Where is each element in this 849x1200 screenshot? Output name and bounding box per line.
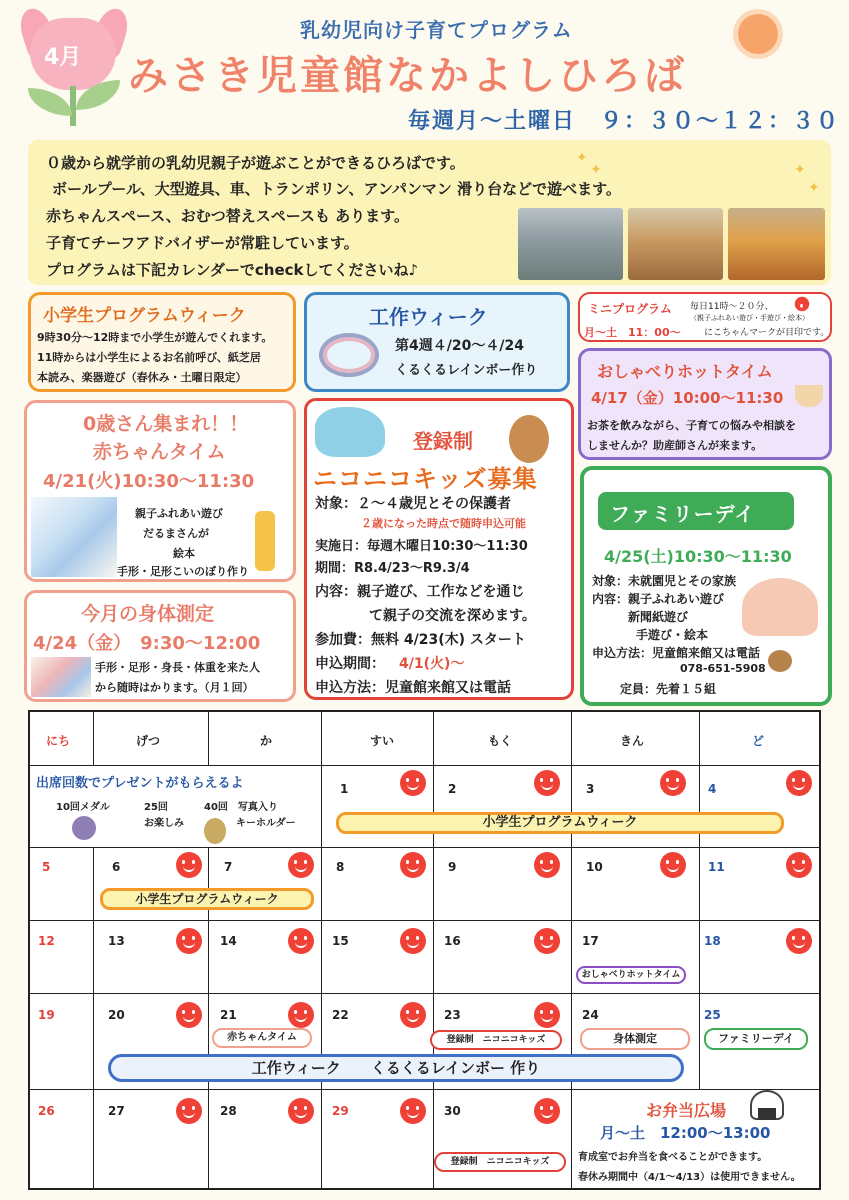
handprint-photo <box>31 497 117 577</box>
box-line: 11時からは小学生によるお名前呼び、紙芝居 <box>37 351 261 364</box>
box-line: 内容：親子ふれあい遊び <box>592 592 725 606</box>
handprint-photo <box>31 657 91 697</box>
intro-panel <box>28 140 831 285</box>
chat-time-box <box>578 348 832 460</box>
bento-line: 春休み期間中（4/1〜4/13）は使用できません。 <box>578 1172 801 1183</box>
attendance-item: 40回 写真入り <box>204 802 278 813</box>
day-number: 27 <box>108 1104 125 1118</box>
smile-icon <box>400 928 426 954</box>
niko-kids-box <box>304 398 574 700</box>
smile-icon <box>176 1002 202 1028</box>
smile-icon <box>288 852 314 878</box>
intro-line: ０歳から就学前の乳幼児親子が遊ぶことができるひろばです。 <box>46 154 465 172</box>
teacup-icon <box>795 385 823 407</box>
niko-kids-tag: 登録制 ニコニコキッズ <box>434 1152 566 1172</box>
month-label: 4月 <box>44 45 82 70</box>
intro-line: 赤ちゃんスペース、おむつ替えスペースも あります。 <box>46 207 409 225</box>
day-number: 21 <box>220 1008 237 1022</box>
day-number: 16 <box>444 934 461 948</box>
family-day-tag: ファミリーデイ <box>704 1028 808 1050</box>
keyholder-icon <box>204 818 226 844</box>
attendance-item: 25回 <box>144 802 168 813</box>
smile-icon <box>288 1098 314 1124</box>
calendar-day <box>30 848 94 921</box>
weekday-sun: にち <box>46 734 71 748</box>
room-photo <box>518 208 623 280</box>
day-number: 28 <box>220 1104 237 1118</box>
calendar-day <box>30 921 94 994</box>
smile-icon <box>534 1002 560 1028</box>
box-line: だるまさんが <box>143 527 209 540</box>
tulip-stem <box>70 86 76 126</box>
event-date: 4/25(土)10:30〜11:30 <box>604 547 792 566</box>
elementary-program-box <box>28 292 296 392</box>
day-number: 1 <box>340 782 349 796</box>
weekday-mon: げつ <box>136 734 161 748</box>
box-line: お茶を飲みながら、子育ての悩みや相談を <box>587 419 796 432</box>
opening-hours: 毎週月〜土曜日 ９：３０〜１２：３０ <box>408 109 841 134</box>
event-date: 4/17（金）10:00〜11:30 <box>591 389 784 407</box>
day-number: 10 <box>586 860 603 874</box>
intro-line: 子育てチーフアドバイザーが常駐しています。 <box>46 234 359 252</box>
attendance-item: キーホルダー <box>236 818 296 829</box>
monkey-icon <box>509 415 549 463</box>
elementary-week-banner: 小学生プログラムウィーク <box>336 812 784 834</box>
box-line: 新聞紙遊び <box>628 610 689 624</box>
day-number: 22 <box>332 1008 349 1022</box>
day-number: 17 <box>582 934 599 948</box>
elementary-week-banner: 小学生プログラムウィーク <box>100 888 314 910</box>
box-line: 親子ふれあい遊び <box>135 507 223 520</box>
star-icon: ✦ <box>590 162 602 178</box>
box-line: 申込期間： <box>315 656 385 672</box>
page-title: みさき児童館なかよしひろば <box>128 53 687 99</box>
sun-icon <box>738 14 778 54</box>
smile-icon <box>534 852 560 878</box>
box-line: しませんか？助産師さんが来ます。 <box>587 439 763 452</box>
smile-icon <box>400 1098 426 1124</box>
day-number: 7 <box>224 860 233 874</box>
weekday-wed: すい <box>370 734 395 748</box>
day-number: 23 <box>444 1008 461 1022</box>
day-number: 6 <box>112 860 121 874</box>
intro-line: プログラムは下記カレンダーでcheckしてくださいね♪ <box>46 261 419 279</box>
smile-icon <box>400 852 426 878</box>
room-photo <box>728 208 825 280</box>
box-line: 期間：R8.4/23〜R9.3/4 <box>315 561 470 576</box>
bento-title: お弁当広場 <box>646 1101 727 1120</box>
box-title: 工作ウィーク <box>369 305 488 329</box>
box-line: 定員：先着１５組 <box>620 682 717 696</box>
family-day-box <box>580 466 832 706</box>
box-title: ミニプログラム <box>588 302 672 316</box>
day-number: 26 <box>38 1104 55 1118</box>
day-number: 24 <box>582 1008 599 1022</box>
box-title: おしゃべりホットタイム <box>597 362 773 381</box>
baby-time-box <box>24 400 296 582</box>
medal-icon <box>72 816 96 840</box>
bear-icon <box>768 650 792 672</box>
box-line: て親子の交流を深めます。 <box>369 608 536 624</box>
weekday-tue: か <box>260 734 273 748</box>
box-title: 赤ちゃんタイム <box>93 441 226 463</box>
smile-icon <box>288 928 314 954</box>
box-title: ファミリーデイ <box>610 502 756 526</box>
smile-icon <box>795 297 809 311</box>
smile-icon <box>660 770 686 796</box>
measurement-box <box>24 590 296 702</box>
smile-icon <box>786 770 812 796</box>
chat-time-tag: おしゃべりホットタイム <box>576 966 686 984</box>
giraffe-icon <box>255 511 275 571</box>
attendance-item: 10回メダル <box>56 802 110 813</box>
bento-line: 育成室でお弁当を食べることができます。 <box>578 1152 768 1163</box>
box-line: 9時30分〜12時まで小学生が遊んでくれます。 <box>37 331 273 344</box>
smile-icon <box>534 1098 560 1124</box>
box-title: 0歳さん集まれ！！ <box>83 413 249 435</box>
box-line: から随時はかります。（月１回） <box>95 681 254 694</box>
baby-time-tag: 赤ちゃんタイム <box>212 1028 312 1048</box>
day-number: 9 <box>448 860 457 874</box>
box-line: 手遊び・絵本 <box>636 628 709 642</box>
box-line: 対象：未就園児とその家族 <box>592 574 737 588</box>
smile-icon <box>534 928 560 954</box>
tulip-leaf-icon <box>28 88 72 116</box>
day-number: 8 <box>336 860 345 874</box>
craft-week-box <box>304 292 570 392</box>
smile-icon <box>660 852 686 878</box>
box-line: 手形・足形・身長・体重を来た人 <box>95 661 260 674</box>
bento-time: 月〜土 12:00〜13:00 <box>600 1124 771 1142</box>
box-line: 絵本 <box>173 547 195 560</box>
box-line: 本読み、楽器遊び（春休み・土曜日限定） <box>37 371 247 384</box>
elephant-icon <box>315 407 385 457</box>
star-icon: ✦ <box>808 180 820 196</box>
box-line: くるくるレインボー作り <box>395 363 538 378</box>
attendance-item: お楽しみ <box>144 818 184 829</box>
smile-icon <box>786 928 812 954</box>
smile-icon <box>400 1002 426 1028</box>
day-number: 4 <box>708 782 717 796</box>
smile-icon <box>400 770 426 796</box>
day-number: 12 <box>38 934 55 948</box>
attendance-title: 出席回数でプレゼントがもらえるよ <box>36 776 244 791</box>
event-date: 4/21(火)10:30〜11:30 <box>43 471 255 492</box>
box-line: 内容：親子遊び、工作などを通じ <box>315 584 525 600</box>
smile-icon <box>534 770 560 796</box>
star-icon: ✦ <box>794 162 806 178</box>
box-line: 申込方法：児童館来館又は電話 <box>315 680 511 696</box>
smile-icon <box>786 852 812 878</box>
day-number: 14 <box>220 934 237 948</box>
box-note: （親子ふれあい遊び・手遊び・絵本） <box>690 314 809 322</box>
intro-line: ボールプール、大型遊具、車、トランポリン、アンパンマン 滑り台などで遊べます。 <box>52 180 621 198</box>
smile-icon <box>176 928 202 954</box>
weekday-thu: もく <box>488 734 513 748</box>
weekday-fri: きん <box>620 734 645 748</box>
box-note: ２歳になった時点で随時申込可能 <box>361 517 526 530</box>
day-number: 13 <box>108 934 125 948</box>
weekday-sat: ど <box>752 734 765 748</box>
registration-label: 登録制 <box>413 429 473 453</box>
onigiri-nori <box>758 1108 776 1120</box>
box-line: 4/1(火)〜 <box>399 656 465 672</box>
day-number: 5 <box>42 860 51 874</box>
calendar <box>28 710 821 1190</box>
page-subtitle: 乳幼児向け子育てプログラム <box>300 18 573 42</box>
box-title: ニコニコキッズ募集 <box>313 465 538 493</box>
day-number: 30 <box>444 1104 461 1118</box>
star-icon: ✦ <box>576 150 588 166</box>
day-number: 18 <box>704 934 721 948</box>
day-number: 25 <box>704 1008 721 1022</box>
day-number: 20 <box>108 1008 125 1022</box>
mini-program-box <box>578 292 832 342</box>
box-line: 第4週４/20〜４/24 <box>395 338 524 354</box>
box-title: 小学生プログラムウィーク <box>43 306 246 326</box>
measurement-tag: 身体測定 <box>580 1028 690 1050</box>
box-line: 参加費：無料 4/23(木) スタート <box>315 632 526 648</box>
box-note: 毎日11時〜２０分、 <box>690 302 774 312</box>
box-line: 対象：２〜４歳児とその保護者 <box>315 496 511 512</box>
box-line: 申込方法：児童館来館又は電話 <box>592 646 761 660</box>
box-line: 月〜土 11：00〜 <box>584 326 681 339</box>
family-illustration <box>742 578 818 636</box>
box-note: にこちゃんマークが目印です。 <box>704 328 830 338</box>
box-line: 実施日：毎週木曜日10:30〜11:30 <box>315 539 528 554</box>
niko-kids-tag: 登録制 ニコニコキッズ <box>430 1030 562 1050</box>
phone-number: 078-651-5908 <box>680 662 766 675</box>
event-date: 4/24（金） 9:30〜12:00 <box>33 633 261 654</box>
smile-icon <box>288 1002 314 1028</box>
day-number: 2 <box>448 782 457 796</box>
box-title: 今月の身体測定 <box>81 603 215 625</box>
day-number: 15 <box>332 934 349 948</box>
day-number: 3 <box>586 782 595 796</box>
smile-icon <box>176 852 202 878</box>
day-number: 19 <box>38 1008 55 1022</box>
rainbow-craft-icon <box>319 333 379 377</box>
box-line: 手形・足形こいのぼり作り <box>117 565 249 578</box>
day-number: 11 <box>708 860 725 874</box>
smile-icon <box>176 1098 202 1124</box>
day-number: 29 <box>332 1104 349 1118</box>
room-photo <box>628 208 723 280</box>
craft-week-banner: 工作ウィーク くるくるレインボー 作り <box>108 1054 684 1082</box>
